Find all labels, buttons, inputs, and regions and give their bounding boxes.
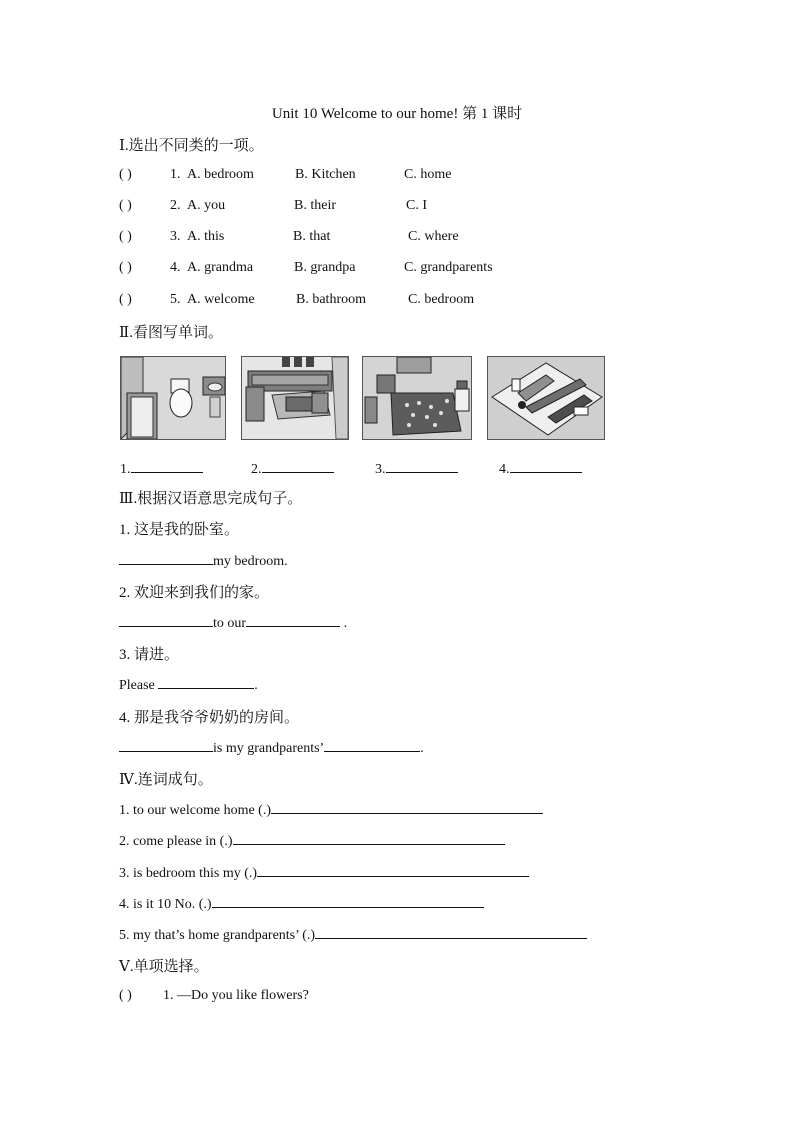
answer-blank[interactable]	[158, 674, 254, 689]
chinese-prompt: 2. 欢迎来到我们的家。	[119, 585, 270, 601]
answer-blank[interactable]	[131, 458, 203, 473]
option-c: C. I	[406, 198, 427, 213]
answer-blank[interactable]	[119, 737, 213, 752]
question-number: 5.	[170, 292, 181, 307]
answer-paren: ( )	[119, 260, 132, 275]
answer-blank[interactable]	[510, 458, 582, 473]
answer-blank[interactable]	[271, 799, 543, 814]
answer-blank[interactable]	[386, 458, 458, 473]
picture-answer-3	[375, 458, 458, 476]
answer-number: 3.	[375, 462, 386, 477]
option-c: C. bedroom	[408, 292, 475, 307]
question-number: 2.	[170, 198, 181, 213]
answer-blank[interactable]	[119, 550, 213, 565]
bedroom-picture	[362, 356, 472, 440]
question-row	[119, 258, 619, 278]
question-text: 1. —Do you like flowers?	[163, 988, 309, 1003]
answer-blank[interactable]	[212, 893, 484, 908]
section-4-heading: Ⅳ.连词成句。	[119, 772, 213, 788]
answer-paren: ( )	[119, 167, 132, 182]
reorder-item: 2. come please in (.)	[119, 830, 505, 850]
question-row	[119, 290, 619, 310]
sentence-line: is my grandparents’ .	[119, 737, 424, 757]
answer-blank[interactable]	[262, 458, 334, 473]
question-number: 4.	[170, 260, 181, 275]
option-a: A. grandma	[187, 260, 254, 275]
page-title: Unit 10 Welcome to our home! 第 1 课时	[271, 106, 523, 122]
option-c: C. where	[408, 229, 459, 244]
answer-blank[interactable]	[233, 830, 505, 845]
reorder-item: 5. my that’s home grandparents’ (.)	[119, 924, 587, 944]
section-3-heading: Ⅲ.根据汉语意思完成句子。	[119, 491, 303, 507]
picture-answer-4	[499, 458, 582, 476]
answer-blank[interactable]	[246, 612, 340, 627]
section-1-heading: Ⅰ.选出不同类的一项。	[119, 138, 264, 154]
chinese-prompt: 3. 请进。	[119, 647, 180, 663]
reorder-item: 3. is bedroom this my (.)	[119, 862, 529, 882]
option-c: C. home	[404, 167, 452, 182]
picture-answer-2	[251, 458, 334, 476]
option-a: A. you	[187, 198, 226, 213]
answer-paren: ( )	[119, 292, 132, 307]
answer-number: 2.	[251, 462, 262, 477]
sentence-line: my bedroom.	[119, 550, 288, 570]
option-b: B. Kitchen	[295, 167, 356, 182]
sentence-line: Please .	[119, 674, 258, 694]
answer-blank[interactable]	[119, 612, 213, 627]
question-row	[119, 196, 619, 216]
living-room-picture	[241, 356, 349, 440]
section-2-heading: Ⅱ.看图写单词。	[119, 325, 223, 341]
answer-paren: ( )	[119, 988, 132, 1003]
option-a: A. bedroom	[187, 167, 254, 182]
option-b: B. their	[294, 198, 336, 213]
option-a: A. this	[187, 229, 225, 244]
option-b: B. that	[293, 229, 331, 244]
answer-blank[interactable]	[257, 862, 529, 877]
answer-number: 1.	[120, 462, 131, 477]
question-number: 3.	[170, 229, 181, 244]
option-b: B. bathroom	[296, 292, 366, 307]
option-b: B. grandpa	[294, 260, 356, 275]
chinese-prompt: 1. 这是我的卧室。	[119, 522, 240, 538]
picture-answer-1	[120, 458, 203, 476]
answer-blank[interactable]	[315, 924, 587, 939]
question-row	[119, 165, 619, 185]
sentence-line: to our .	[119, 612, 347, 632]
reorder-item: 1. to our welcome home (.)	[119, 799, 543, 819]
answer-paren: ( )	[119, 198, 132, 213]
bathroom-picture	[120, 356, 226, 440]
chinese-prompt: 4. 那是我爷爷奶奶的房间。	[119, 710, 300, 726]
answer-number: 4.	[499, 462, 510, 477]
reorder-item: 4. is it 10 No. (.)	[119, 893, 484, 913]
answer-paren: ( )	[119, 229, 132, 244]
question-row	[119, 227, 619, 247]
option-c: C. grandparents	[404, 260, 493, 275]
kitchen-picture	[487, 356, 605, 440]
question-number: 1.	[170, 167, 181, 182]
section-5-heading: Ⅴ.单项选择。	[119, 959, 209, 975]
answer-blank[interactable]	[324, 737, 420, 752]
question-row	[119, 986, 519, 1006]
option-a: A. welcome	[187, 292, 255, 307]
